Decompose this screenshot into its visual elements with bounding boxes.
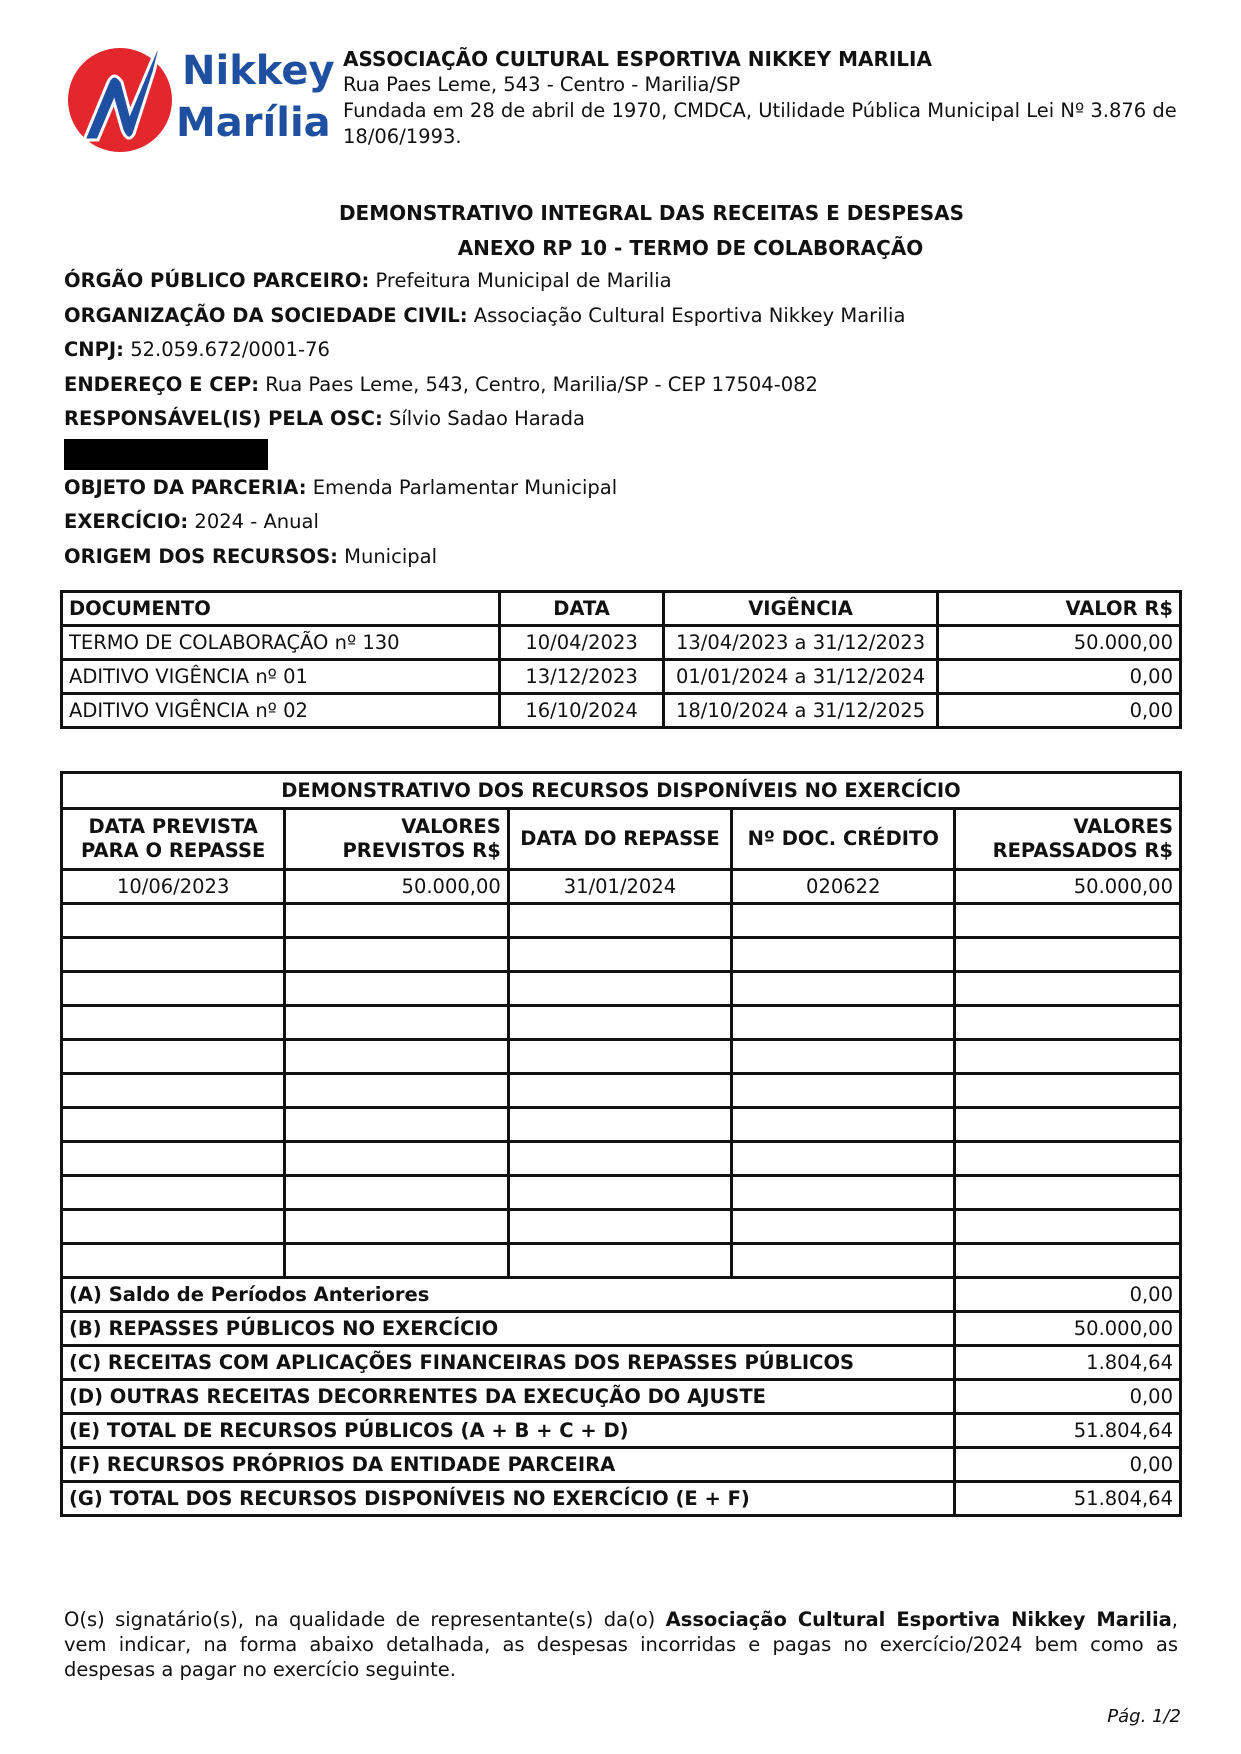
empty-cell <box>955 1210 1181 1244</box>
field-label: RESPONSÁVEL(IS) PELA OSC: <box>64 407 383 430</box>
field-label: ÓRGÃO PÚBLICO PARCEIRO: <box>64 269 370 292</box>
cell-data: 16/10/2024 <box>499 694 663 728</box>
field-label: OBJETO DA PARCERIA: <box>64 475 307 499</box>
cell-valor: 0,00 <box>937 660 1180 694</box>
field-label: CNPJ: <box>64 338 124 361</box>
summary-row <box>62 1380 1181 1414</box>
empty-cell <box>285 972 508 1006</box>
empty-cell <box>508 938 731 972</box>
empty-cell <box>285 1210 508 1244</box>
cell-doc-credito: 020622 <box>732 870 955 904</box>
col-header-valores-previstos <box>285 809 508 870</box>
header-line: PARA O REPASSE <box>81 839 266 862</box>
cell-documento: ADITIVO VIGÊNCIA nº 02 <box>62 694 500 728</box>
empty-table-row <box>62 1040 1181 1074</box>
field-value: Rua Paes Leme, 543, Centro, Marilia/SP - CEP 17504-082 <box>265 372 818 396</box>
col-header-documento: DOCUMENTO <box>62 592 500 626</box>
empty-table-row <box>62 1176 1181 1210</box>
summary-value: 51.804,64 <box>955 1414 1181 1448</box>
summary-label: (D) OUTRAS RECEITAS DECORRENTES DA EXECUÇÃO DO AJUSTE <box>62 1380 955 1414</box>
empty-table-row <box>62 1210 1181 1244</box>
empty-cell <box>285 1074 508 1108</box>
summary-value: 0,00 <box>955 1278 1181 1312</box>
document-subtitle: ANEXO RP 10 - TERMO DE COLABORAÇÃO <box>457 236 924 260</box>
empty-table-row <box>62 1006 1181 1040</box>
note-prefix: O(s) signatário(s), na qualidade de representante(s) da(o) <box>64 1608 666 1631</box>
summary-row <box>62 1482 1181 1516</box>
cell-vigencia: 01/01/2024 a 31/12/2024 <box>664 660 938 694</box>
field-value: Emenda Parlamentar Municipal <box>312 475 618 499</box>
empty-cell <box>285 1006 508 1040</box>
empty-cell <box>732 1006 955 1040</box>
empty-cell <box>955 938 1181 972</box>
field-endereco <box>64 368 905 403</box>
empty-cell <box>62 1006 285 1040</box>
note-suffix: , vem indicar, na forma abaixo detalhada, as despesas incorridas e pagas no exercício/2024 bem como as despesas a pagar no exercício seguinte. <box>64 1608 1178 1681</box>
empty-cell <box>732 1244 955 1278</box>
empty-cell <box>955 904 1181 938</box>
cell-valor-previsto: 50.000,00 <box>285 870 508 904</box>
empty-cell <box>955 1108 1181 1142</box>
field-osc <box>64 299 905 334</box>
empty-cell <box>62 972 285 1006</box>
cell-data: 10/04/2023 <box>499 626 663 660</box>
summary-row <box>62 1312 1181 1346</box>
field-objeto <box>64 471 905 506</box>
field-responsavel <box>64 402 905 437</box>
empty-cell <box>732 904 955 938</box>
empty-cell <box>62 1040 285 1074</box>
table-header-row <box>62 592 1181 626</box>
empty-cell <box>732 1142 955 1176</box>
empty-cell <box>955 1244 1181 1278</box>
table-row <box>62 870 1181 904</box>
empty-cell <box>508 904 731 938</box>
organization-name: ASSOCIAÇÃO CULTURAL ESPORTIVA NIKKEY MARILIA <box>343 47 932 71</box>
empty-cell <box>508 1142 731 1176</box>
table-header-row <box>62 809 1181 870</box>
summary-label: (B) REPASSES PÚBLICOS NO EXERCÍCIO <box>62 1312 955 1346</box>
field-value: Sílvio Sadao Harada <box>388 407 585 430</box>
summary-row <box>62 1448 1181 1482</box>
redaction-bar <box>64 439 268 470</box>
empty-cell <box>508 1108 731 1142</box>
empty-cell <box>285 1040 508 1074</box>
col-header-valores-repassados <box>955 809 1181 870</box>
empty-cell <box>62 1142 285 1176</box>
empty-cell <box>285 1244 508 1278</box>
header-line: DATA PREVISTA <box>88 815 258 838</box>
empty-cell <box>508 1074 731 1108</box>
empty-table-row <box>62 972 1181 1006</box>
empty-cell <box>508 972 731 1006</box>
signatory-note <box>64 1607 1178 1682</box>
note-organization: Associação Cultural Esportiva Nikkey Marilia <box>665 1608 1172 1631</box>
empty-cell <box>508 1176 731 1210</box>
cell-data: 13/12/2023 <box>499 660 663 694</box>
cell-documento: ADITIVO VIGÊNCIA nº 01 <box>62 660 500 694</box>
summary-label: (F) RECURSOS PRÓPRIOS DA ENTIDADE PARCEIRA <box>62 1448 955 1482</box>
empty-cell <box>732 972 955 1006</box>
documents-table <box>60 590 1182 729</box>
empty-cell <box>732 1108 955 1142</box>
logo-text-line2: Marília <box>176 100 331 146</box>
empty-cell <box>62 1176 285 1210</box>
header-line: REPASSADOS R$ <box>992 839 1173 862</box>
col-header-doc-credito: Nº DOC. CRÉDITO <box>732 809 955 870</box>
document-title: DEMONSTRATIVO INTEGRAL DAS RECEITAS E DESPESAS <box>338 201 965 225</box>
summary-label: (G) TOTAL DOS RECURSOS DISPONÍVEIS NO EXERCÍCIO (E + F) <box>62 1482 955 1516</box>
empty-cell <box>732 938 955 972</box>
empty-cell <box>285 1108 508 1142</box>
field-origem <box>64 540 905 575</box>
summary-label: (C) RECEITAS COM APLICAÇÕES FINANCEIRAS DOS REPASSES PÚBLICOS <box>62 1346 955 1380</box>
field-value: 52.059.672/0001-76 <box>130 338 330 361</box>
empty-cell <box>955 972 1181 1006</box>
empty-cell <box>62 1074 285 1108</box>
empty-cell <box>955 1006 1181 1040</box>
empty-cell <box>955 1176 1181 1210</box>
cell-vigencia: 13/04/2023 a 31/12/2023 <box>664 626 938 660</box>
summary-row <box>62 1414 1181 1448</box>
field-orgao-publico <box>64 264 905 299</box>
empty-cell <box>62 1210 285 1244</box>
cell-documento: TERMO DE COLABORAÇÃO nº 130 <box>62 626 500 660</box>
empty-cell <box>285 904 508 938</box>
summary-value: 1.804,64 <box>955 1346 1181 1380</box>
cell-valor: 0,00 <box>937 694 1180 728</box>
cell-vigencia: 18/10/2024 a 31/12/2025 <box>664 694 938 728</box>
header-line: VALORES <box>1073 815 1173 838</box>
resources-table <box>60 771 1182 1517</box>
col-header-valor: VALOR R$ <box>937 592 1180 626</box>
logo-text-line1: Nikkey <box>182 48 334 94</box>
empty-table-row <box>62 904 1181 938</box>
document-titles <box>0 198 1241 268</box>
empty-cell <box>732 1210 955 1244</box>
table-row <box>62 694 1181 728</box>
field-label: ORIGEM DOS RECURSOS: <box>64 544 338 568</box>
field-label: ORGANIZAÇÃO DA SOCIEDADE CIVIL: <box>64 303 468 327</box>
empty-table-row <box>62 1074 1181 1108</box>
page-number: Pág. 1/2 <box>1107 1706 1181 1727</box>
organization-header <box>343 46 1183 150</box>
field-value: 2024 - Anual <box>194 510 319 533</box>
partnership-fields <box>64 264 905 574</box>
col-header-data-repasse: DATA DO REPASSE <box>508 809 731 870</box>
header-line: PREVISTOS R$ <box>342 839 501 862</box>
empty-cell <box>508 1040 731 1074</box>
cell-valor: 50.000,00 <box>937 626 1180 660</box>
table-row <box>62 660 1181 694</box>
nikkey-marilia-logo <box>64 42 334 154</box>
empty-table-row <box>62 1108 1181 1142</box>
empty-cell <box>62 904 285 938</box>
col-header-data: DATA <box>499 592 663 626</box>
empty-cell <box>955 1142 1181 1176</box>
field-value: Prefeitura Municipal de Marilia <box>375 269 672 292</box>
empty-cell <box>955 1040 1181 1074</box>
empty-cell <box>508 1210 731 1244</box>
resources-title-row <box>62 773 1181 809</box>
empty-rows <box>62 904 1181 1278</box>
field-value: Municipal <box>344 544 437 568</box>
empty-cell <box>62 1244 285 1278</box>
table-row <box>62 626 1181 660</box>
empty-cell <box>285 1176 508 1210</box>
field-value: Associação Cultural Esportiva Nikkey Marilia <box>473 303 906 327</box>
col-header-data-prevista <box>62 809 285 870</box>
cell-valor-repassado: 50.000,00 <box>955 870 1181 904</box>
resources-table-title: DEMONSTRATIVO DOS RECURSOS DISPONÍVEIS NO EXERCÍCIO <box>62 773 1181 809</box>
empty-cell <box>62 1108 285 1142</box>
empty-cell <box>955 1074 1181 1108</box>
empty-table-row <box>62 1142 1181 1176</box>
empty-cell <box>732 1176 955 1210</box>
empty-table-row <box>62 1244 1181 1278</box>
col-header-vigencia: VIGÊNCIA <box>664 592 938 626</box>
field-label: ENDEREÇO E CEP: <box>64 372 259 396</box>
summary-label: (A) Saldo de Períodos Anteriores <box>62 1278 955 1312</box>
summary-value: 51.804,64 <box>955 1482 1181 1516</box>
summary-value: 0,00 <box>955 1448 1181 1482</box>
field-cnpj <box>64 333 905 368</box>
cell-data-repasse: 31/01/2024 <box>508 870 731 904</box>
organization-address: Rua Paes Leme, 543 - Centro - Marilia/SP <box>343 73 741 96</box>
summary-row <box>62 1278 1181 1312</box>
summary-value: 50.000,00 <box>955 1312 1181 1346</box>
field-exercicio <box>64 505 905 540</box>
summary-value: 0,00 <box>955 1380 1181 1414</box>
summary-rows <box>62 1278 1181 1516</box>
empty-cell <box>62 938 285 972</box>
empty-cell <box>285 938 508 972</box>
empty-table-row <box>62 938 1181 972</box>
cell-data-prevista: 10/06/2023 <box>62 870 285 904</box>
empty-cell <box>732 1040 955 1074</box>
header-line: VALORES <box>401 815 501 838</box>
summary-row <box>62 1346 1181 1380</box>
empty-cell <box>508 1006 731 1040</box>
summary-label: (E) TOTAL DE RECURSOS PÚBLICOS (A + B + C + D) <box>62 1414 955 1448</box>
empty-cell <box>508 1244 731 1278</box>
organization-foundation: Fundada em 28 de abril de 1970, CMDCA, Utilidade Pública Municipal Lei Nº 3.876 de 18/06/1993. <box>343 99 1177 148</box>
field-label: EXERCÍCIO: <box>64 510 189 533</box>
empty-cell <box>732 1074 955 1108</box>
empty-cell <box>285 1142 508 1176</box>
